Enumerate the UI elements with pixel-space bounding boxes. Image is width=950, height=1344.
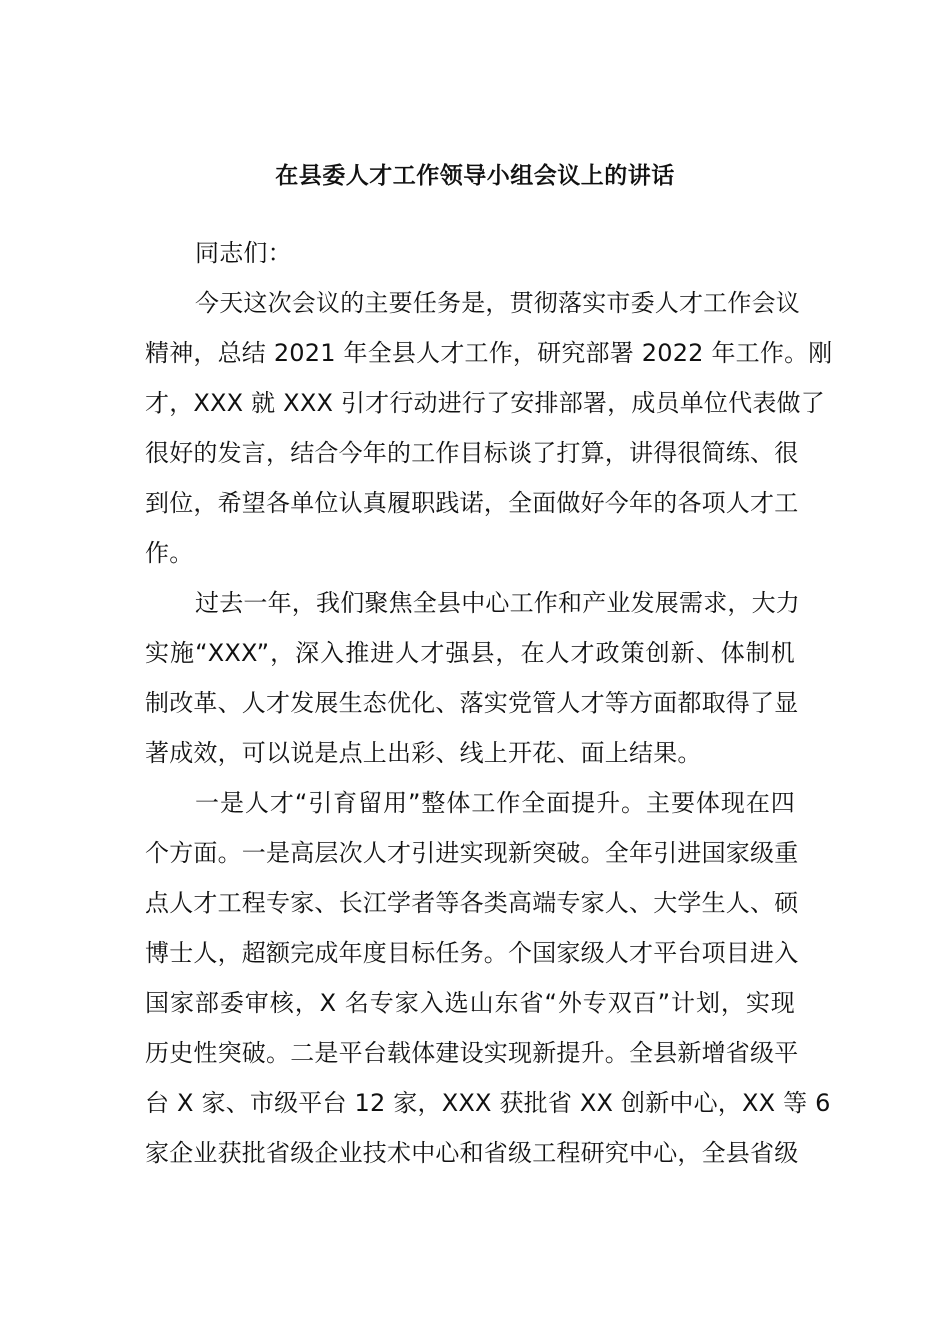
- paragraph-line: 很好的发言，结合今年的工作目标谈了打算，讲得很简练、很: [145, 439, 799, 467]
- paragraph-line: 个方面。一是高层次人才引进实现新突破。全年引进国家级重: [145, 839, 799, 867]
- salutation: 同志们：: [195, 239, 292, 267]
- paragraph-line: 台 X 家、市级平台 12 家，XXX 获批省 XX 创新中心，XX 等 6: [145, 1089, 831, 1117]
- paragraph-line: 博士人，超额完成年度目标任务。个国家级人才平台项目进入: [145, 939, 799, 967]
- paragraph-line: 今天这次会议的主要任务是，贯彻落实市委人才工作会议: [195, 289, 800, 317]
- paragraph-line: 制改革、人才发展生态优化、落实党管人才等方面都取得了显: [145, 689, 799, 717]
- paragraph-line: 作。: [145, 539, 194, 567]
- paragraph-line: 才，XXX 就 XXX 引才行动进行了安排部署，成员单位代表做了: [145, 389, 825, 417]
- paragraph-line: 过去一年，我们聚焦全县中心工作和产业发展需求，大力: [195, 589, 800, 617]
- document-title: 在县委人才工作领导小组会议上的讲话: [275, 163, 675, 189]
- paragraph-line: 国家部委审核，X 名专家入选山东省“外专双百”计划，实现: [145, 989, 795, 1017]
- paragraph-line: 历史性突破。二是平台载体建设实现新提升。全县新增省级平: [145, 1039, 799, 1067]
- paragraph-line: 点人才工程专家、长江学者等各类高端专家人、大学生人、硕: [145, 889, 799, 917]
- paragraph-line: 家企业获批省级企业技术中心和省级工程研究中心，全县省级: [145, 1139, 799, 1167]
- paragraph-line: 一是人才“引育留用”整体工作全面提升。主要体现在四: [195, 789, 795, 817]
- paragraph-line: 精神，总结 2021 年全县人才工作，研究部署 2022 年工作。刚: [145, 339, 833, 367]
- paragraph-line: 实施“XXX”，深入推进人才强县，在人才政策创新、体制机: [145, 639, 795, 667]
- paragraph-line: 到位，希望各单位认真履职践诺，全面做好今年的各项人才工: [145, 489, 799, 517]
- paragraph-line: 著成效，可以说是点上出彩、线上开花、面上结果。: [145, 739, 702, 767]
